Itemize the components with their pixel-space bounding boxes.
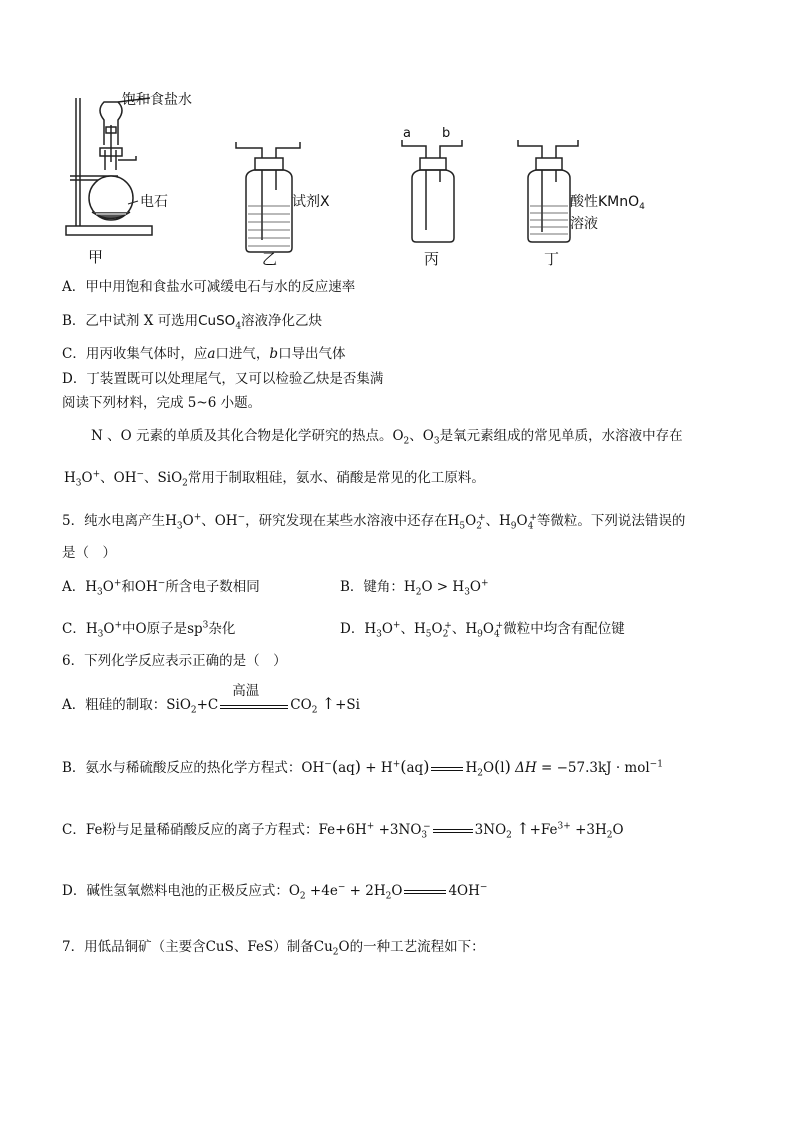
q5-option-d: D．$H_3O^+$、$H_5O_2^+$、$H_9O_4^+$微粒中均含有配位键 [340,620,625,640]
label-reagent-x: 试剂X [292,194,330,210]
label-bing: 丙 [424,250,440,268]
label-calcium-carbide: 电石 [140,194,168,210]
q4-option-c: C．用丙收集气体时，应a口进气，b口导出气体 [62,346,346,362]
q5-stem-2: 是（ ） [62,545,116,561]
q4-option-a: A．甲中用饱和食盐水可减缓电石与水的反应速率 [62,279,356,295]
q5-option-a: A．$H_3O^+$和OH−所含电子数相同 [62,578,260,598]
condition-arrow: 高温 [220,696,288,716]
q6-option-c: C．Fe粉与足量稀硝酸反应的离子方程式：$Fe+6H^+ +3NO_3^-$ $3NO_2$ $↑+Fe^{3+} +3H_2O$ [62,819,624,841]
q4-option-b: B．乙中试剂 X 可选用CuSO$_4$溶液净化乙炔 [62,313,323,332]
q5-option-b: B．键角：$H_2O > H_3O^+$ [340,578,489,598]
label-jia: 甲 [88,248,104,266]
q6-option-b: B．氨水与稀硫酸反应的热化学方程式：OH−(aq) + H+(aq) $H_2O(l) \Delta H = -57.3kJ \cdot mol^{-1}$ [62,757,663,779]
q5-option-c: C．$H_3O^+$中O原子是$sp^3$杂化 [62,620,236,640]
q7-stem: 7．用低品铜矿（主要含CuS、FeS）制备$Cu_2O$的一种工艺流程如下： [62,939,485,958]
apparatus-yi [236,142,300,252]
q6-stem: 6．下列化学反应表示正确的是（ ） [62,653,287,669]
q6-option-d: D．碱性氢氧燃料电池的正极反应式：$O_2 +4e^- + 2H_2O$ 4OH− [62,882,488,902]
label-ding: 丁 [544,250,560,268]
apparatus-jia [66,98,152,235]
apparatus-bing [402,140,462,242]
material-line-2: $H_3O^+$、OH−、SiO$_2$常用于制取粗硅，氨水、硝酸是常见的化工原料。 [64,469,485,489]
material-line-1: N 、O 元素的单质及其化合物是化学研究的热点。$O_2$、$O_3$是氧元素组成的常见单质，水溶液中存在 [91,428,683,447]
port-b: b [442,126,451,141]
label-yi: 乙 [262,250,278,268]
q6-option-a: A．粗硅的制取：SiO$_2$+C 高温 $CO_2$ ↑+Si [62,682,361,716]
label-kmno4: 酸性KMnO$_4$ [570,194,645,212]
port-a: a [403,126,411,141]
apparatus-figure [0,0,794,275]
q5-stem: 5．纯水电离产生$H_3O^+$、OH−，研究发现在某些水溶液中还存在$H_5O_2^+$、$H_9O_4^+$等微粒。下列说法错误的 [62,512,686,532]
label-brine: 饱和食盐水 [122,92,192,108]
reading-intro: 阅读下列材料，完成 5~6 小题。 [62,395,262,411]
label-solution: 溶液 [570,216,598,232]
q4-option-d: D．丁装置既可以处理尾气，又可以检验乙炔是否集满 [62,371,384,387]
